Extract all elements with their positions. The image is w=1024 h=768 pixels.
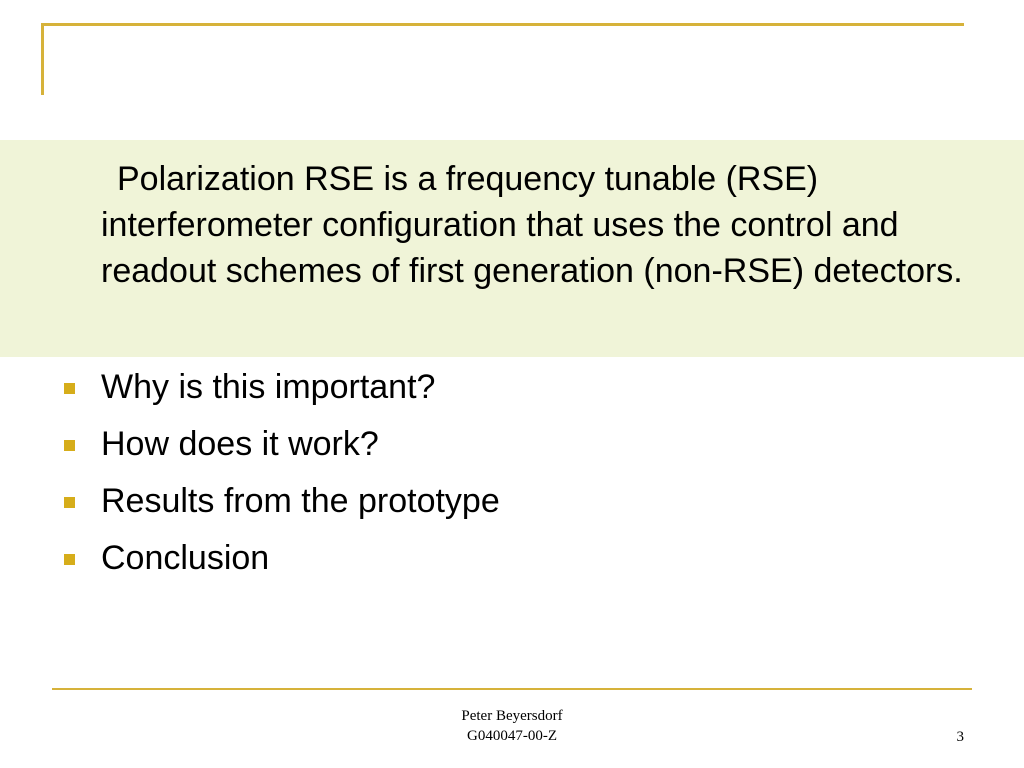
slide-frame-left-rule — [41, 23, 44, 95]
bullet-item — [60, 531, 500, 588]
bullet-text: Why is this important? — [101, 368, 436, 406]
bullet-item — [60, 417, 500, 474]
square-bullet-icon — [64, 554, 75, 565]
square-bullet-icon — [64, 440, 75, 451]
bullet-list — [60, 360, 500, 588]
footer-page-number: 3 — [956, 729, 964, 745]
footer-document-id: G040047-00-Z — [467, 728, 557, 744]
square-bullet-icon — [64, 497, 75, 508]
bullet-item — [60, 474, 500, 531]
bullet-item — [60, 360, 500, 417]
bullet-text: Results from the prototype — [101, 482, 500, 520]
intro-paragraph: Polarization RSE is a frequency tunable (RSE) interferometer configuration that uses the control and readout schemes of first generation (non-RSE) detectors. — [101, 160, 963, 290]
square-bullet-icon — [64, 383, 75, 394]
slide-frame-top-rule — [41, 23, 964, 26]
bullet-text: Conclusion — [101, 539, 270, 577]
footer-rule — [52, 688, 972, 690]
footer-author: Peter Beyersdorf — [461, 708, 563, 724]
bullet-text: How does it work? — [101, 425, 379, 463]
